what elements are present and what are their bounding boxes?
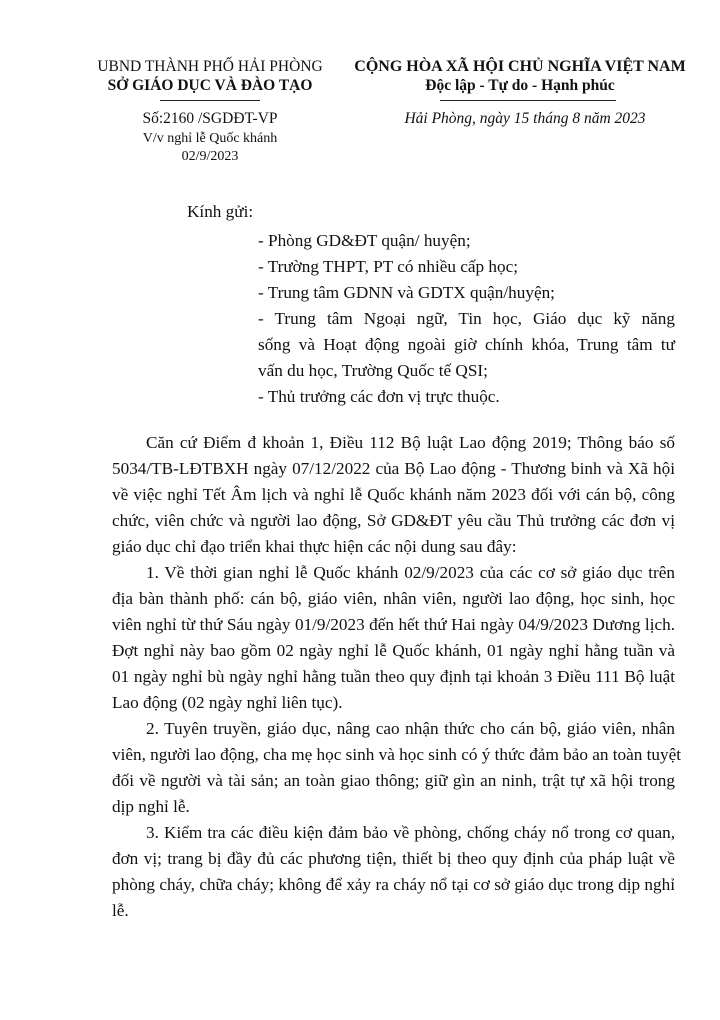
body-line: Lao động (02 ngày nghỉ liên tục). (112, 693, 343, 712)
issuing-authority: UBND THÀNH PHỐ HẢI PHÒNG (97, 58, 323, 75)
greeting: Kính gửi: (187, 202, 254, 221)
issuing-department: SỞ GIÁO DỤC VÀ ĐÀO TẠO (107, 77, 313, 94)
list-item: - Phòng GD&ĐT quận/ huyện; (258, 231, 471, 250)
body-line: viên nghỉ từ thứ Sáu ngày 01/9/2023 đến hết thứ Hai ngày 04/9/2023 Dương lịch. (112, 615, 675, 634)
list-item: - Trường THPT, PT có nhiều cấp học; (258, 257, 518, 276)
body-line: chức, viên chức và người lao động, Sở GD&ĐT yêu cầu Thủ trưởng các đơn vị (112, 511, 675, 530)
body-line: lễ. (112, 901, 129, 920)
list-item: sống và Hoạt động ngoài giờ chính khóa, Trung tâm tư (258, 335, 675, 354)
list-item: - Thủ trưởng các đơn vị trực thuộc. (258, 387, 500, 406)
list-item: - Trung tâm Ngoại ngữ, Tin học, Giáo dục kỹ năng (258, 309, 675, 328)
body-line: 2. Tuyên truyền, giáo dục, nâng cao nhận thức cho cán bộ, giáo viên, nhân (146, 719, 675, 738)
body-line: dịp nghỉ lễ. (112, 797, 190, 816)
body-line: đơn vị; trang bị đầy đủ các phương tiện, thiết bị theo quy định của pháp luật về (112, 849, 675, 868)
document-subject: V/v nghỉ lễ Quốc khánh (142, 131, 278, 146)
body-line: phòng cháy, chữa cháy; không để xảy ra cháy nổ tại cơ sở giáo dục trong dịp nghỉ (112, 875, 675, 894)
body-line: về việc nghỉ Tết Âm lịch và nghỉ lễ Quốc khánh năm 2023 đối với cán bộ, công (112, 485, 675, 504)
national-motto: Độc lập - Tự do - Hạnh phúc (425, 77, 615, 94)
body-line: giáo dục chỉ đạo triển khai thực hiện các nội dung sau đây: (112, 537, 517, 556)
body-line: 3. Kiểm tra các điều kiện đảm bảo về phòng, chống cháy nổ trong cơ quan, (146, 823, 675, 842)
body-line: 01 ngày nghỉ bù ngày nghỉ hằng tuần theo quy định tại khoản 3 Điều 111 Bộ luật (112, 667, 675, 686)
body-line: đối về người và tài sản; an toàn giao thông; giữ gìn an ninh, trật tự xã hội trong (112, 771, 675, 790)
list-item: vấn du học, Trường Quốc tế QSI; (258, 361, 488, 380)
body-line: 1. Về thời gian nghỉ lễ Quốc khánh 02/9/2023 của các cơ sở giáo dục trên (146, 563, 675, 582)
document-subject-date: 02/9/2023 (181, 149, 239, 164)
body-line: địa bàn thành phố: cán bộ, giáo viên, nhân viên, người lao động, học sinh, học (112, 589, 675, 608)
document-date: Hải Phòng, ngày 15 tháng 8 năm 2023 (404, 110, 646, 127)
body-line: Căn cứ Điểm đ khoản 1, Điều 112 Bộ luật Lao động 2019; Thông báo số (146, 433, 675, 452)
document-number: Số:2160 /SGDĐT-VP (142, 110, 278, 127)
divider (160, 100, 260, 101)
national-title: CỘNG HÒA XÃ HỘI CHỦ NGHĨA VIỆT NAM (354, 58, 686, 75)
body-line: viên, người lao động, cha mẹ học sinh và học sinh có ý thức đảm bảo an toàn tuyệt (112, 745, 681, 764)
list-item: - Trung tâm GDNN và GDTX quận/huyện; (258, 283, 555, 302)
body-line: 5034/TB-LĐTBXH ngày 07/12/2022 của Bộ Lao động - Thương binh và Xã hội (112, 459, 675, 478)
body-line: Đợt nghỉ này bao gồm 02 ngày nghỉ lễ Quốc khánh, 01 ngày nghỉ hằng tuần và (112, 641, 675, 660)
divider (440, 100, 616, 101)
